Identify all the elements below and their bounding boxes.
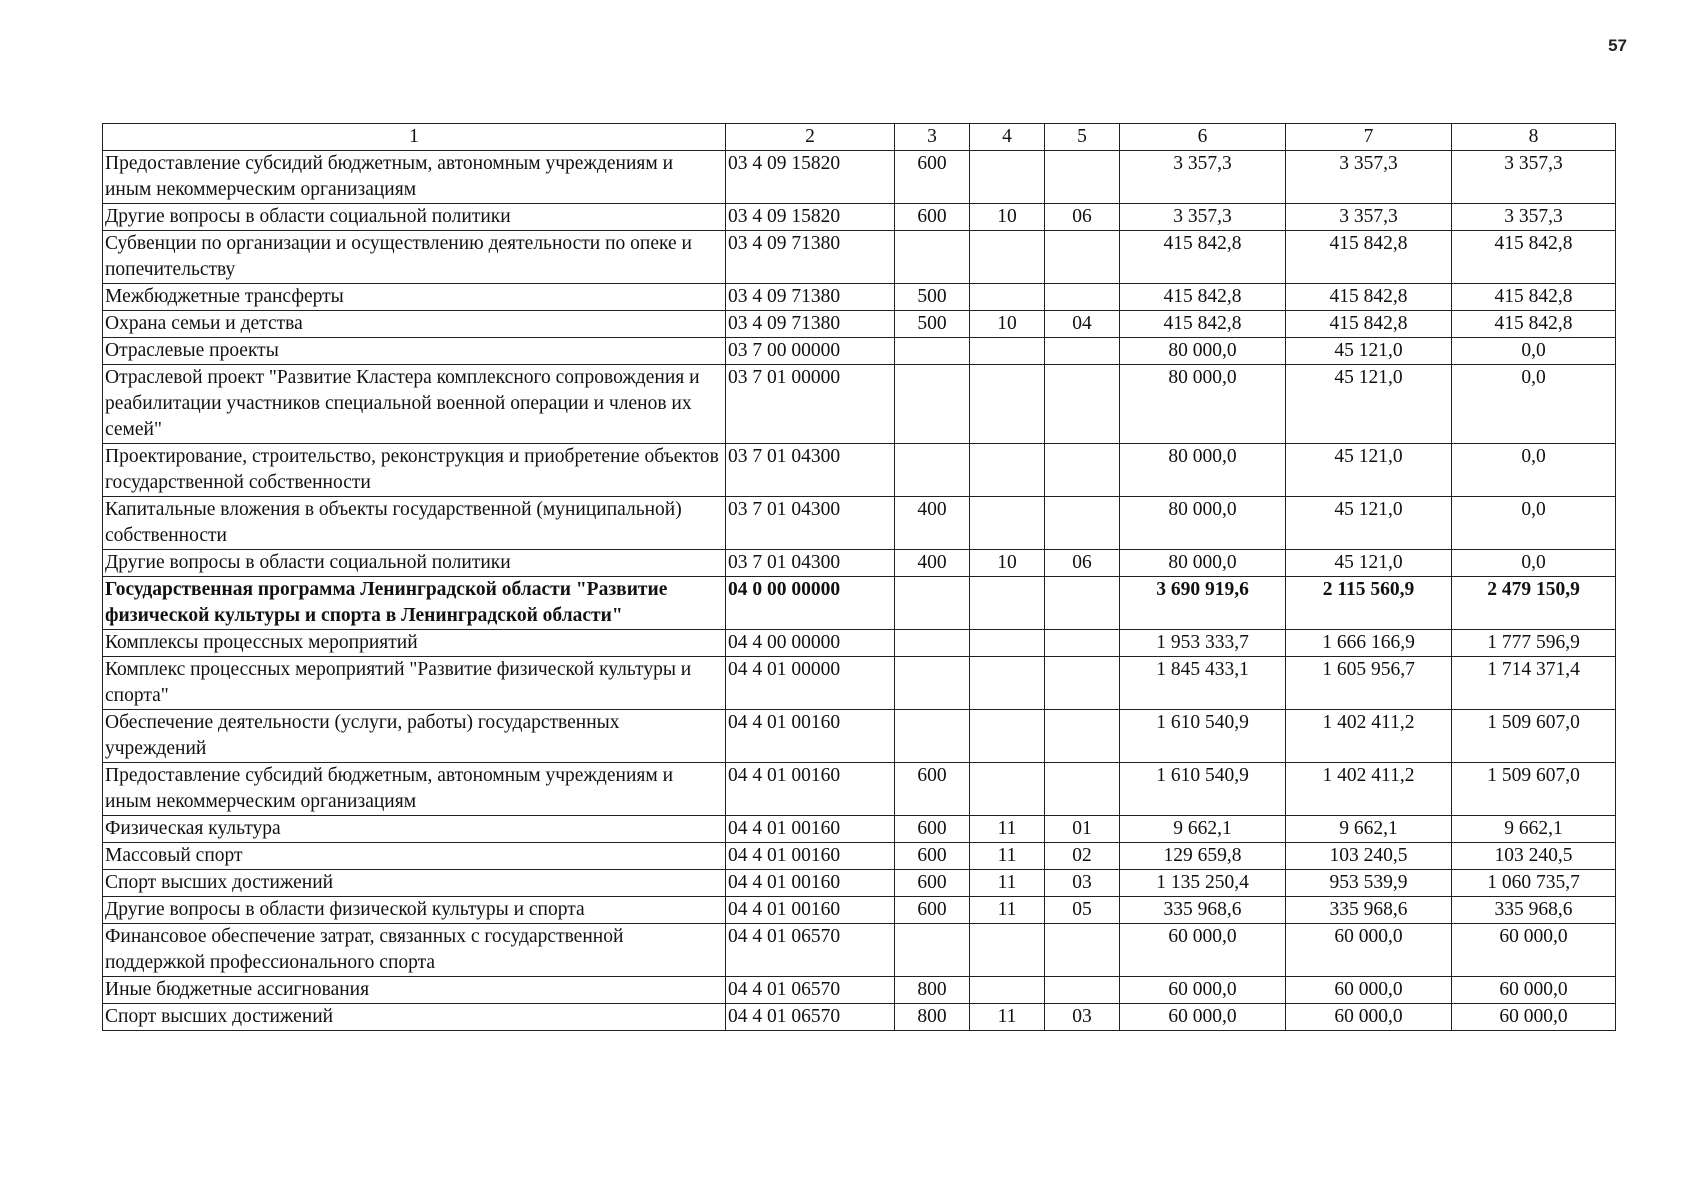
row-amount-col6: 60 000,0 <box>1120 924 1286 977</box>
table-row <box>103 924 1616 977</box>
row-subsection: 04 <box>1045 311 1120 338</box>
row-section: 10 <box>970 204 1045 231</box>
row-subsection <box>1045 977 1120 1004</box>
table-row <box>103 231 1616 284</box>
table-row <box>103 870 1616 897</box>
table-row <box>103 204 1616 231</box>
row-code: 04 4 01 00160 <box>726 843 895 870</box>
row-section <box>970 444 1045 497</box>
row-expense-type: 600 <box>895 816 970 843</box>
row-section: 11 <box>970 870 1045 897</box>
row-subsection <box>1045 444 1120 497</box>
row-expense-type: 800 <box>895 1004 970 1031</box>
row-code: 04 4 01 00160 <box>726 763 895 816</box>
row-name: Физическая культура <box>103 816 726 843</box>
row-expense-type <box>895 231 970 284</box>
row-amount-col8: 415 842,8 <box>1452 284 1616 311</box>
row-amount-col8: 103 240,5 <box>1452 843 1616 870</box>
row-name: Другие вопросы в области физической культуры и спорта <box>103 897 726 924</box>
row-name: Другие вопросы в области социальной политики <box>103 550 726 577</box>
row-amount-col7: 1 605 956,7 <box>1286 657 1452 710</box>
row-code: 03 7 01 04300 <box>726 550 895 577</box>
row-section: 11 <box>970 816 1045 843</box>
table-row <box>103 657 1616 710</box>
row-name: Спорт высших достижений <box>103 870 726 897</box>
row-amount-col6: 129 659,8 <box>1120 843 1286 870</box>
row-subsection <box>1045 710 1120 763</box>
row-amount-col7: 1 402 411,2 <box>1286 763 1452 816</box>
row-amount-col7: 45 121,0 <box>1286 497 1452 550</box>
row-amount-col7: 415 842,8 <box>1286 284 1452 311</box>
row-amount-col7: 45 121,0 <box>1286 550 1452 577</box>
row-code: 04 4 01 00160 <box>726 816 895 843</box>
row-section <box>970 710 1045 763</box>
row-amount-col7: 9 662,1 <box>1286 816 1452 843</box>
row-name: Предоставление субсидий бюджетным, автономным учреждениям и иным некоммерческим организациям <box>103 763 726 816</box>
row-section <box>970 497 1045 550</box>
row-expense-type <box>895 924 970 977</box>
row-amount-col7: 1 666 166,9 <box>1286 630 1452 657</box>
table-row <box>103 365 1616 444</box>
row-amount-col8: 60 000,0 <box>1452 1004 1616 1031</box>
row-section <box>970 365 1045 444</box>
row-name: Предоставление субсидий бюджетным, автономным учреждениям и иным некоммерческим организациям <box>103 151 726 204</box>
row-amount-col8: 9 662,1 <box>1452 816 1616 843</box>
row-subsection <box>1045 763 1120 816</box>
row-amount-col6: 80 000,0 <box>1120 550 1286 577</box>
row-code: 04 4 01 00160 <box>726 870 895 897</box>
row-amount-col8: 60 000,0 <box>1452 924 1616 977</box>
header-cell: 8 <box>1452 124 1616 151</box>
row-code: 04 0 00 00000 <box>726 577 895 630</box>
table-row <box>103 763 1616 816</box>
row-amount-col6: 80 000,0 <box>1120 365 1286 444</box>
row-expense-type <box>895 365 970 444</box>
budget-table <box>102 123 1616 1031</box>
row-name: Субвенции по организации и осуществлению деятельности по опеке и попечительству <box>103 231 726 284</box>
row-amount-col8: 0,0 <box>1452 497 1616 550</box>
row-amount-col8: 3 357,3 <box>1452 151 1616 204</box>
row-expense-type <box>895 710 970 763</box>
row-subsection: 01 <box>1045 816 1120 843</box>
row-expense-type: 600 <box>895 204 970 231</box>
row-section <box>970 577 1045 630</box>
row-subsection: 05 <box>1045 897 1120 924</box>
header-cell: 7 <box>1286 124 1452 151</box>
row-section <box>970 284 1045 311</box>
header-cell: 6 <box>1120 124 1286 151</box>
row-subsection <box>1045 497 1120 550</box>
row-section: 11 <box>970 1004 1045 1031</box>
row-name: Комплекс процессных мероприятий "Развитие физической культуры и спорта" <box>103 657 726 710</box>
row-code: 04 4 01 00160 <box>726 897 895 924</box>
row-section <box>970 338 1045 365</box>
row-expense-type <box>895 338 970 365</box>
row-name: Финансовое обеспечение затрат, связанных с государственной поддержкой профессионального спорта <box>103 924 726 977</box>
row-name: Спорт высших достижений <box>103 1004 726 1031</box>
table-row <box>103 284 1616 311</box>
row-amount-col8: 3 357,3 <box>1452 204 1616 231</box>
row-amount-col8: 1 714 371,4 <box>1452 657 1616 710</box>
row-section <box>970 763 1045 816</box>
table-row <box>103 710 1616 763</box>
row-expense-type: 600 <box>895 763 970 816</box>
row-amount-col6: 415 842,8 <box>1120 284 1286 311</box>
row-code: 03 7 01 00000 <box>726 365 895 444</box>
row-amount-col6: 60 000,0 <box>1120 977 1286 1004</box>
row-amount-col8: 1 777 596,9 <box>1452 630 1616 657</box>
row-amount-col8: 0,0 <box>1452 444 1616 497</box>
table-row <box>103 550 1616 577</box>
table-row <box>103 897 1616 924</box>
table-row <box>103 843 1616 870</box>
row-amount-col8: 415 842,8 <box>1452 231 1616 284</box>
row-amount-col6: 9 662,1 <box>1120 816 1286 843</box>
row-name: Комплексы процессных мероприятий <box>103 630 726 657</box>
header-cell: 3 <box>895 124 970 151</box>
row-subsection <box>1045 365 1120 444</box>
row-name: Отраслевой проект "Развитие Кластера комплексного сопровождения и реабилитации участников специальной военной операции и членов их семей" <box>103 365 726 444</box>
row-amount-col8: 0,0 <box>1452 338 1616 365</box>
row-expense-type: 600 <box>895 897 970 924</box>
header-row <box>103 124 1616 151</box>
row-amount-col6: 415 842,8 <box>1120 311 1286 338</box>
row-section: 10 <box>970 311 1045 338</box>
row-subsection: 06 <box>1045 204 1120 231</box>
table-row <box>103 816 1616 843</box>
row-amount-col7: 45 121,0 <box>1286 444 1452 497</box>
row-amount-col7: 335 968,6 <box>1286 897 1452 924</box>
row-amount-col8: 1 509 607,0 <box>1452 763 1616 816</box>
row-section <box>970 151 1045 204</box>
row-name: Иные бюджетные ассигнования <box>103 977 726 1004</box>
row-amount-col6: 3 357,3 <box>1120 151 1286 204</box>
table-row <box>103 151 1616 204</box>
row-amount-col6: 1 610 540,9 <box>1120 763 1286 816</box>
row-code: 04 4 01 06570 <box>726 924 895 977</box>
row-amount-col7: 60 000,0 <box>1286 924 1452 977</box>
row-subsection <box>1045 338 1120 365</box>
row-amount-col7: 60 000,0 <box>1286 1004 1452 1031</box>
row-expense-type: 600 <box>895 843 970 870</box>
table-row <box>103 1004 1616 1031</box>
table-row <box>103 577 1616 630</box>
row-section: 11 <box>970 897 1045 924</box>
row-name: Государственная программа Ленинградской области "Развитие физической культуры и спорта в Ленинградской области" <box>103 577 726 630</box>
table-body <box>103 151 1616 1031</box>
header-cell: 1 <box>103 124 726 151</box>
row-amount-col8: 1 060 735,7 <box>1452 870 1616 897</box>
row-code: 03 7 01 04300 <box>726 497 895 550</box>
row-amount-col6: 3 690 919,6 <box>1120 577 1286 630</box>
row-amount-col6: 80 000,0 <box>1120 444 1286 497</box>
header-cell: 2 <box>726 124 895 151</box>
row-amount-col8: 2 479 150,9 <box>1452 577 1616 630</box>
row-name: Межбюджетные трансферты <box>103 284 726 311</box>
row-amount-col6: 335 968,6 <box>1120 897 1286 924</box>
row-section <box>970 630 1045 657</box>
row-expense-type: 600 <box>895 151 970 204</box>
row-code: 04 4 00 00000 <box>726 630 895 657</box>
row-amount-col8: 335 968,6 <box>1452 897 1616 924</box>
row-amount-col8: 60 000,0 <box>1452 977 1616 1004</box>
row-name: Проектирование, строительство, реконструкция и приобретение объектов государственной собственности <box>103 444 726 497</box>
row-name: Отраслевые проекты <box>103 338 726 365</box>
row-amount-col7: 953 539,9 <box>1286 870 1452 897</box>
row-amount-col8: 0,0 <box>1452 550 1616 577</box>
row-amount-col6: 80 000,0 <box>1120 497 1286 550</box>
row-code: 03 7 00 00000 <box>726 338 895 365</box>
row-section: 10 <box>970 550 1045 577</box>
row-amount-col7: 1 402 411,2 <box>1286 710 1452 763</box>
row-subsection <box>1045 924 1120 977</box>
page-number: 57 <box>1608 36 1627 55</box>
row-expense-type: 600 <box>895 870 970 897</box>
row-expense-type <box>895 577 970 630</box>
header-cell: 5 <box>1045 124 1120 151</box>
row-amount-col8: 0,0 <box>1452 365 1616 444</box>
row-amount-col8: 1 509 607,0 <box>1452 710 1616 763</box>
row-amount-col7: 415 842,8 <box>1286 311 1452 338</box>
row-amount-col7: 45 121,0 <box>1286 338 1452 365</box>
row-amount-col7: 2 115 560,9 <box>1286 577 1452 630</box>
row-amount-col6: 80 000,0 <box>1120 338 1286 365</box>
row-name: Капитальные вложения в объекты государственной (муниципальной) собственности <box>103 497 726 550</box>
row-code: 03 4 09 15820 <box>726 151 895 204</box>
header-cell: 4 <box>970 124 1045 151</box>
row-amount-col7: 3 357,3 <box>1286 151 1452 204</box>
row-subsection <box>1045 151 1120 204</box>
row-name: Другие вопросы в области социальной политики <box>103 204 726 231</box>
row-name: Массовый спорт <box>103 843 726 870</box>
row-amount-col8: 415 842,8 <box>1452 311 1616 338</box>
row-amount-col6: 415 842,8 <box>1120 231 1286 284</box>
row-code: 04 4 01 06570 <box>726 977 895 1004</box>
row-expense-type <box>895 444 970 497</box>
row-subsection <box>1045 577 1120 630</box>
row-amount-col6: 1 610 540,9 <box>1120 710 1286 763</box>
table-row <box>103 630 1616 657</box>
row-amount-col7: 103 240,5 <box>1286 843 1452 870</box>
table-row <box>103 977 1616 1004</box>
table-row <box>103 497 1616 550</box>
table-row <box>103 311 1616 338</box>
table-row <box>103 444 1616 497</box>
row-code: 03 4 09 71380 <box>726 311 895 338</box>
row-code: 03 7 01 04300 <box>726 444 895 497</box>
row-subsection: 02 <box>1045 843 1120 870</box>
row-subsection <box>1045 630 1120 657</box>
row-amount-col6: 1 135 250,4 <box>1120 870 1286 897</box>
row-subsection: 06 <box>1045 550 1120 577</box>
row-subsection <box>1045 231 1120 284</box>
table-row <box>103 338 1616 365</box>
row-amount-col6: 1 845 433,1 <box>1120 657 1286 710</box>
row-amount-col7: 60 000,0 <box>1286 977 1452 1004</box>
row-section <box>970 924 1045 977</box>
row-subsection: 03 <box>1045 870 1120 897</box>
row-code: 03 4 09 71380 <box>726 231 895 284</box>
row-amount-col7: 415 842,8 <box>1286 231 1452 284</box>
row-name: Охрана семьи и детства <box>103 311 726 338</box>
row-section: 11 <box>970 843 1045 870</box>
row-expense-type: 500 <box>895 284 970 311</box>
row-subsection <box>1045 657 1120 710</box>
row-expense-type <box>895 657 970 710</box>
row-code: 03 4 09 71380 <box>726 284 895 311</box>
row-section <box>970 231 1045 284</box>
row-name: Обеспечение деятельности (услуги, работы) государственных учреждений <box>103 710 726 763</box>
row-amount-col6: 3 357,3 <box>1120 204 1286 231</box>
row-subsection <box>1045 284 1120 311</box>
row-subsection: 03 <box>1045 1004 1120 1031</box>
row-expense-type: 500 <box>895 311 970 338</box>
row-amount-col6: 60 000,0 <box>1120 1004 1286 1031</box>
row-expense-type: 400 <box>895 550 970 577</box>
row-expense-type <box>895 630 970 657</box>
row-section <box>970 977 1045 1004</box>
row-expense-type: 400 <box>895 497 970 550</box>
row-amount-col6: 1 953 333,7 <box>1120 630 1286 657</box>
row-code: 04 4 01 00160 <box>726 710 895 763</box>
row-amount-col7: 3 357,3 <box>1286 204 1452 231</box>
row-code: 04 4 01 00000 <box>726 657 895 710</box>
row-amount-col7: 45 121,0 <box>1286 365 1452 444</box>
row-code: 03 4 09 15820 <box>726 204 895 231</box>
row-section <box>970 657 1045 710</box>
row-code: 04 4 01 06570 <box>726 1004 895 1031</box>
row-expense-type: 800 <box>895 977 970 1004</box>
